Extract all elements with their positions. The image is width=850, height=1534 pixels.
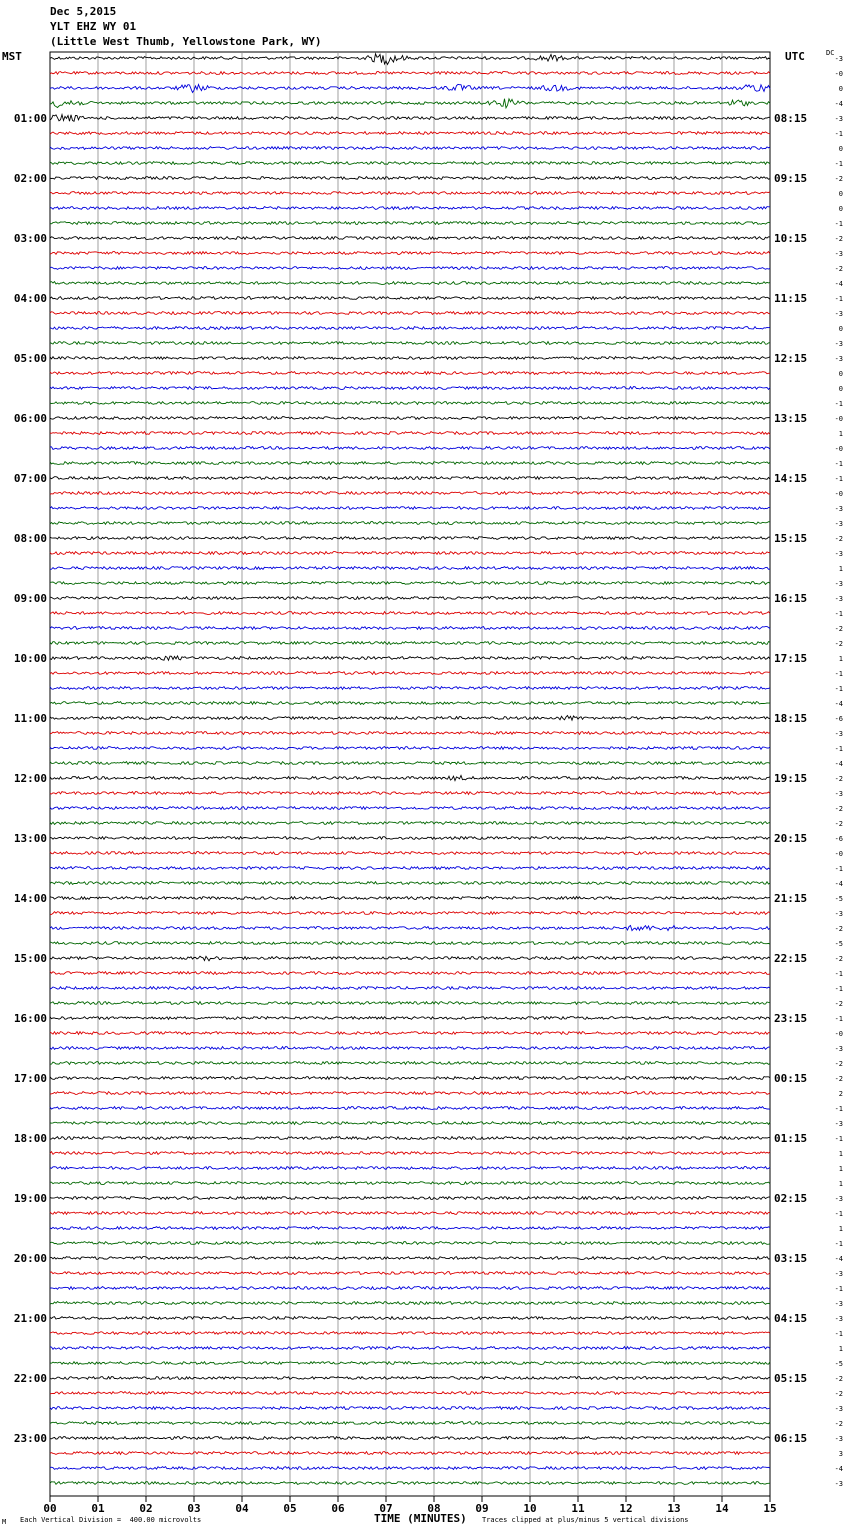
seismic-trace <box>50 84 770 92</box>
seismic-trace <box>50 837 770 840</box>
seismic-trace <box>50 942 770 945</box>
dc-offset-label: -1 <box>834 400 843 408</box>
dc-offset-label: -3 <box>834 1435 843 1443</box>
seismic-trace <box>50 1047 770 1050</box>
seismic-trace <box>50 597 770 600</box>
mst-hour-label: 03:00 <box>13 232 47 245</box>
seismic-trace <box>50 612 770 615</box>
dc-offset-label: -2 <box>834 1390 843 1398</box>
mst-hour-label: 19:00 <box>13 1192 47 1205</box>
seismic-trace <box>50 1212 770 1215</box>
mst-hour-label: 17:00 <box>13 1072 47 1085</box>
seismic-trace <box>50 252 770 255</box>
seismic-trace <box>50 1452 770 1455</box>
mst-hour-label: 18:00 <box>13 1132 47 1145</box>
seismic-trace <box>50 372 770 375</box>
dc-offset-label: -0 <box>834 1030 843 1038</box>
dc-offset-label: -2 <box>834 265 843 273</box>
seismic-trace <box>50 162 770 165</box>
seismic-trace <box>50 792 770 795</box>
dc-offset-label: -2 <box>834 535 843 543</box>
seismic-trace <box>50 897 770 900</box>
dc-label: DC <box>826 49 835 57</box>
mst-hour-label: 12:00 <box>13 772 47 785</box>
dc-offset-label: -3 <box>834 1195 843 1203</box>
x-tick-label: 00 <box>43 1502 57 1515</box>
dc-offset-label: -2 <box>834 1000 843 1008</box>
dc-offset-label: -1 <box>834 1015 843 1023</box>
dc-offset-label: -2 <box>834 640 843 648</box>
dc-offset-label: -3 <box>834 1315 843 1323</box>
dc-offset-label: -4 <box>834 280 843 288</box>
seismic-trace <box>50 1197 770 1200</box>
seismic-trace <box>50 1287 770 1290</box>
seismic-trace <box>50 882 770 885</box>
dc-offset-label: -2 <box>834 1060 843 1068</box>
seismic-trace <box>50 115 770 122</box>
seismic-trace <box>50 956 770 961</box>
seismic-trace <box>50 987 770 990</box>
dc-offset-label: -3 <box>834 1045 843 1053</box>
dc-offset-label: -4 <box>834 1255 843 1263</box>
seismic-trace <box>50 582 770 585</box>
x-tick-label: 11 <box>571 1502 585 1515</box>
seismic-trace <box>50 432 770 435</box>
scale-note: Each Vertical Division = 400.00 microvolts <box>20 1516 202 1524</box>
x-tick-label: 06 <box>331 1502 345 1515</box>
seismic-trace <box>50 177 770 180</box>
seismic-trace <box>50 672 770 675</box>
seismic-trace <box>50 312 770 315</box>
dc-offset-label: 0 <box>838 145 843 153</box>
seismic-trace <box>50 477 770 480</box>
mst-hour-label: 16:00 <box>13 1012 47 1025</box>
seismic-trace <box>50 852 770 855</box>
seismic-trace <box>50 1002 770 1005</box>
dc-offset-label: 0 <box>838 205 843 213</box>
utc-hour-label: 12:15 <box>774 352 808 365</box>
dc-offset-label: 0 <box>838 370 843 378</box>
seismic-trace <box>50 716 770 721</box>
seismic-trace <box>50 492 770 495</box>
utc-hour-label: 08:15 <box>774 112 808 125</box>
dc-offset-label: 1 <box>838 1345 843 1353</box>
dc-offset-label: -3 <box>834 520 843 528</box>
seismic-trace <box>50 387 770 390</box>
dc-offset-label: -5 <box>834 1360 843 1368</box>
seismic-trace <box>50 567 770 570</box>
mst-hour-label: 02:00 <box>13 172 47 185</box>
seismic-trace <box>50 132 770 135</box>
dc-offset-label: -1 <box>834 865 843 873</box>
dc-offset-label: -3 <box>834 595 843 603</box>
seismic-trace <box>50 192 770 195</box>
seismic-trace <box>50 552 770 555</box>
x-tick-label: 01 <box>91 1502 105 1515</box>
seismic-trace <box>50 747 770 750</box>
dc-offset-label: -0 <box>834 850 843 858</box>
seismic-trace <box>50 1137 770 1140</box>
station-location: (Little West Thumb, Yellowstone Park, WY) <box>50 35 322 48</box>
dc-offset-label: -2 <box>834 805 843 813</box>
clip-note: Traces clipped at plus/minus 5 vertical divisions <box>482 1516 689 1524</box>
utc-hour-label: 11:15 <box>774 292 808 305</box>
dc-offset-label: -0 <box>834 490 843 498</box>
seismic-trace <box>50 1182 770 1185</box>
dc-offset-label: -1 <box>834 1105 843 1113</box>
utc-hour-label: 02:15 <box>774 1192 808 1205</box>
x-tick-label: 08 <box>427 1502 441 1515</box>
seismic-trace <box>50 1032 770 1035</box>
dc-offset-label: -0 <box>834 70 843 78</box>
dc-offset-label: -2 <box>834 925 843 933</box>
seismic-trace <box>50 1392 770 1395</box>
dc-offset-label: 0 <box>838 325 843 333</box>
x-tick-label: 09 <box>475 1502 489 1515</box>
dc-offset-label: -3 <box>834 340 843 348</box>
dc-offset-label: -1 <box>834 970 843 978</box>
utc-hour-label: 05:15 <box>774 1372 808 1385</box>
seismic-trace <box>50 222 770 225</box>
seismic-trace <box>50 537 770 540</box>
utc-hour-label: 09:15 <box>774 172 808 185</box>
dc-offset-label: -3 <box>834 1480 843 1488</box>
dc-offset-label: -1 <box>834 160 843 168</box>
utc-hour-label: 10:15 <box>774 232 808 245</box>
seismic-trace <box>50 267 770 270</box>
mst-hour-label: 09:00 <box>13 592 47 605</box>
dc-offset-label: -2 <box>834 1420 843 1428</box>
dc-offset-label: 0 <box>838 85 843 93</box>
dc-offset-label: -1 <box>834 130 843 138</box>
seismic-trace <box>50 402 770 405</box>
mst-hour-label: 14:00 <box>13 892 47 905</box>
seismic-trace <box>50 1332 770 1335</box>
seismic-trace <box>50 1467 770 1470</box>
utc-hour-label: 15:15 <box>774 532 808 545</box>
seismic-trace <box>50 656 770 660</box>
dc-offset-label: 1 <box>838 655 843 663</box>
utc-hour-label: 03:15 <box>774 1252 808 1265</box>
dc-offset-label: -1 <box>834 1330 843 1338</box>
dc-offset-label: -6 <box>834 715 843 723</box>
seismic-trace <box>50 522 770 525</box>
dc-offset-label: -3 <box>834 550 843 558</box>
utc-hour-label: 06:15 <box>774 1432 808 1445</box>
x-axis-title: TIME (MINUTES) <box>374 1512 467 1525</box>
seismic-trace <box>50 762 770 765</box>
dc-offset-label: -2 <box>834 820 843 828</box>
seismic-trace <box>50 732 770 735</box>
seismic-trace <box>50 1107 770 1110</box>
seismic-trace <box>50 972 770 975</box>
dc-offset-label: -3 <box>834 310 843 318</box>
mst-hour-label: 22:00 <box>13 1372 47 1385</box>
dc-offset-label: -2 <box>834 955 843 963</box>
dc-offset-label: -2 <box>834 1075 843 1083</box>
seismic-trace <box>50 207 770 210</box>
utc-hour-label: 23:15 <box>774 1012 808 1025</box>
x-tick-label: 07 <box>379 1502 393 1515</box>
seismic-trace <box>50 1407 770 1410</box>
corner-mark: M <box>2 1518 7 1526</box>
seismic-trace <box>50 1437 770 1440</box>
utc-hour-label: 16:15 <box>774 592 808 605</box>
plot-date: Dec 5,2015 <box>50 5 117 18</box>
dc-offset-label: -1 <box>834 670 843 678</box>
seismic-trace <box>50 282 770 285</box>
seismic-trace <box>50 807 770 810</box>
utc-hour-label: 20:15 <box>774 832 808 845</box>
dc-offset-label: -1 <box>834 610 843 618</box>
dc-offset-label: -1 <box>834 685 843 693</box>
dc-offset-label: -2 <box>834 625 843 633</box>
dc-offset-label: -0 <box>834 415 843 423</box>
utc-hour-label: 14:15 <box>774 472 808 485</box>
utc-hour-label: 21:15 <box>774 892 808 905</box>
dc-offset-label: -5 <box>834 895 843 903</box>
dc-offset-label: 2 <box>838 1090 843 1098</box>
mst-hour-label: 08:00 <box>13 532 47 545</box>
dc-offset-label: -3 <box>834 910 843 918</box>
seismic-trace <box>50 1242 770 1245</box>
seismic-trace <box>50 1482 770 1485</box>
dc-offset-label: -3 <box>834 790 843 798</box>
dc-offset-label: -1 <box>834 745 843 753</box>
x-tick-label: 05 <box>283 1502 297 1515</box>
x-tick-label: 15 <box>763 1502 777 1515</box>
seismic-trace <box>50 447 770 450</box>
utc-hour-label: 17:15 <box>774 652 808 665</box>
mst-hour-label: 05:00 <box>13 352 47 365</box>
dc-offset-label: -6 <box>834 835 843 843</box>
dc-offset-label: 1 <box>838 430 843 438</box>
dc-offset-label: 3 <box>838 1450 843 1458</box>
seismic-trace <box>50 327 770 330</box>
dc-offset-label: -1 <box>834 475 843 483</box>
seismic-trace <box>50 54 770 65</box>
dc-offset-label: -2 <box>834 175 843 183</box>
dc-offset-label: -5 <box>834 940 843 948</box>
seismic-trace <box>50 1077 770 1080</box>
seismic-trace <box>50 1257 770 1260</box>
dc-offset-label: -4 <box>834 700 843 708</box>
seismic-trace <box>50 1152 770 1155</box>
dc-offset-label: -4 <box>834 100 843 108</box>
dc-offset-label: 0 <box>838 190 843 198</box>
dc-offset-label: 1 <box>838 565 843 573</box>
dc-offset-label: -3 <box>834 1300 843 1308</box>
dc-offset-label: -3 <box>834 580 843 588</box>
x-tick-label: 13 <box>667 1502 681 1515</box>
seismic-trace <box>50 1317 770 1320</box>
mst-hour-label: 21:00 <box>13 1312 47 1325</box>
dc-offset-label: -2 <box>834 235 843 243</box>
x-tick-label: 10 <box>523 1502 537 1515</box>
seismic-trace <box>50 1347 770 1350</box>
dc-offset-label: -3 <box>834 505 843 513</box>
dc-offset-label: 1 <box>838 1165 843 1173</box>
seismic-trace <box>50 642 770 645</box>
dc-offset-label: 1 <box>838 1225 843 1233</box>
dc-offset-label: -1 <box>834 1285 843 1293</box>
mst-hour-label: 15:00 <box>13 952 47 965</box>
dc-offset-label: 1 <box>838 1150 843 1158</box>
dc-offset-label: -1 <box>834 1135 843 1143</box>
utc-hour-label: 04:15 <box>774 1312 808 1325</box>
seismic-trace <box>50 1062 770 1065</box>
seismic-trace <box>50 1017 770 1020</box>
dc-offset-label: -3 <box>834 730 843 738</box>
seismic-trace <box>50 912 770 915</box>
seismic-trace <box>50 687 770 690</box>
seismic-trace <box>50 147 770 150</box>
seismic-trace <box>50 72 770 75</box>
seismic-trace <box>50 462 770 465</box>
seismic-trace <box>50 1227 770 1230</box>
mst-hour-label: 13:00 <box>13 832 47 845</box>
mst-axis-label: MST <box>2 50 22 63</box>
dc-offset-label: 0 <box>838 385 843 393</box>
utc-axis-label: UTC <box>785 50 805 63</box>
mst-hour-label: 06:00 <box>13 412 47 425</box>
mst-hour-label: 07:00 <box>13 472 47 485</box>
seismic-trace <box>50 702 770 705</box>
seismic-trace <box>50 342 770 345</box>
dc-offset-label: -4 <box>834 1465 843 1473</box>
seismic-trace <box>50 1167 770 1170</box>
x-tick-label: 12 <box>619 1502 633 1515</box>
seismic-trace <box>50 357 770 360</box>
dc-offset-label: -3 <box>834 355 843 363</box>
seismic-trace <box>50 776 770 781</box>
dc-offset-label: -2 <box>834 775 843 783</box>
dc-offset-label: -2 <box>834 1375 843 1383</box>
seismic-trace <box>50 627 770 630</box>
dc-offset-label: -3 <box>834 115 843 123</box>
x-tick-label: 02 <box>139 1502 153 1515</box>
dc-offset-label: -0 <box>834 445 843 453</box>
seismic-trace <box>50 1362 770 1365</box>
seismic-trace <box>50 1272 770 1275</box>
dc-offset-label: -3 <box>834 250 843 258</box>
seismic-trace <box>50 417 770 420</box>
mst-hour-label: 23:00 <box>13 1432 47 1445</box>
mst-hour-label: 11:00 <box>13 712 47 725</box>
utc-hour-label: 19:15 <box>774 772 808 785</box>
mst-hour-label: 04:00 <box>13 292 47 305</box>
seismic-trace <box>50 237 770 240</box>
dc-offset-label: 1 <box>838 1180 843 1188</box>
dc-offset-label: -3 <box>834 55 843 63</box>
mst-hour-label: 10:00 <box>13 652 47 665</box>
dc-offset-label: -1 <box>834 1210 843 1218</box>
utc-hour-label: 13:15 <box>774 412 808 425</box>
seismic-trace <box>50 867 770 870</box>
seismic-trace <box>50 822 770 825</box>
seismic-trace <box>50 1422 770 1425</box>
dc-offset-label: -1 <box>834 295 843 303</box>
station-code: YLT EHZ WY 01 <box>50 20 137 33</box>
dc-offset-label: -1 <box>834 460 843 468</box>
dc-offset-label: -1 <box>834 1240 843 1248</box>
utc-hour-label: 01:15 <box>774 1132 808 1145</box>
seismic-trace <box>50 1377 770 1380</box>
dc-offset-label: -1 <box>834 985 843 993</box>
seismic-trace <box>50 926 770 931</box>
utc-hour-label: 18:15 <box>774 712 808 725</box>
dc-offset-label: -3 <box>834 1120 843 1128</box>
seismic-trace <box>50 1122 770 1125</box>
seismic-trace <box>50 1302 770 1305</box>
mst-hour-label: 01:00 <box>13 112 47 125</box>
dc-offset-label: -3 <box>834 1270 843 1278</box>
seismic-trace <box>50 99 770 108</box>
utc-hour-label: 00:15 <box>774 1072 808 1085</box>
utc-hour-label: 22:15 <box>774 952 808 965</box>
seismic-trace <box>50 507 770 510</box>
dc-offset-label: -3 <box>834 1405 843 1413</box>
mst-hour-label: 20:00 <box>13 1252 47 1265</box>
x-tick-label: 03 <box>187 1502 201 1515</box>
dc-offset-label: -1 <box>834 220 843 228</box>
dc-offset-label: -4 <box>834 880 843 888</box>
x-tick-label: 04 <box>235 1502 249 1515</box>
x-tick-label: 14 <box>715 1502 729 1515</box>
seismic-trace <box>50 1092 770 1095</box>
seismic-trace <box>50 297 770 300</box>
dc-offset-label: -4 <box>834 760 843 768</box>
